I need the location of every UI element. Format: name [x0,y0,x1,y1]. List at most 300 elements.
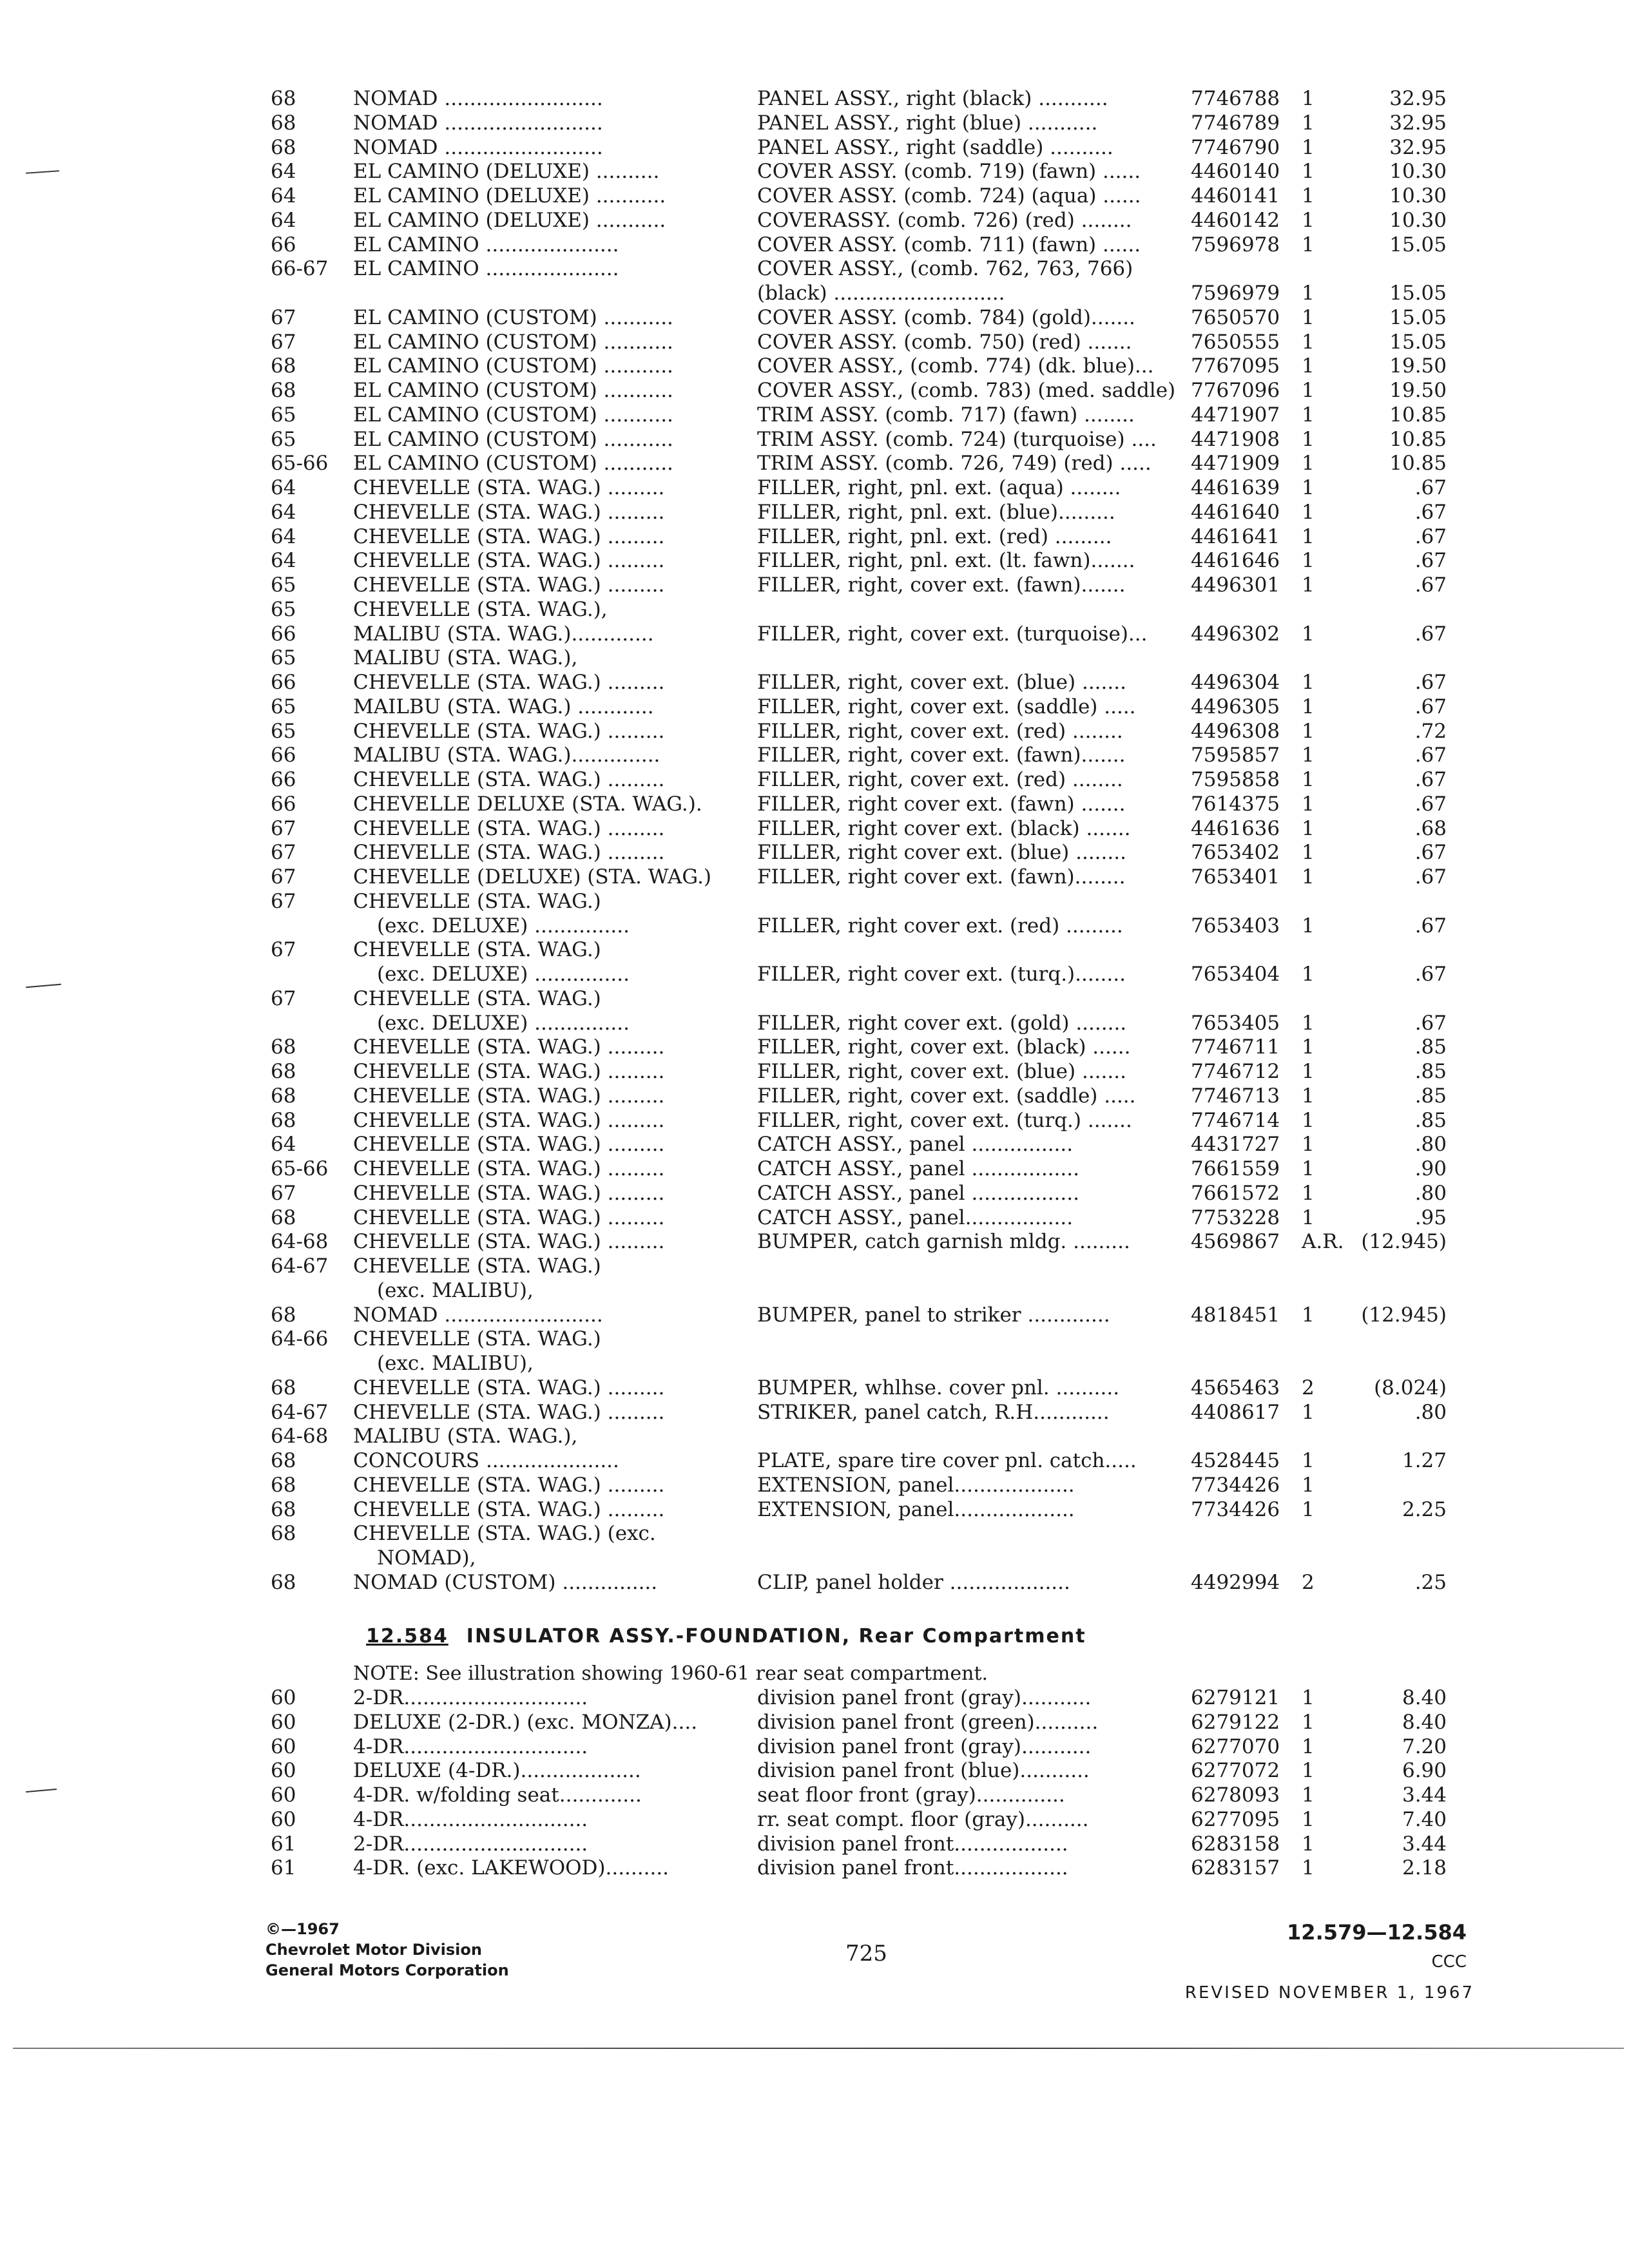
table-row [0,1084,1629,1108]
part-number-cell: 7653402 [1191,841,1280,865]
price-cell: .67 [1414,768,1447,791]
quantity-cell: 1 [1302,476,1315,499]
price-cell: 1.27 [1402,1449,1447,1472]
price-cell: .72 [1414,719,1447,743]
model-cell: EL CAMINO ..................... [353,233,619,256]
quantity-cell: 1 [1302,427,1315,451]
quantity-cell: 1 [1302,1735,1315,1758]
part-number-cell: 4460142 [1191,208,1280,232]
table-row [0,646,1629,670]
table-row [0,1686,1629,1710]
table-row [0,1254,1629,1278]
table-row [0,743,1629,767]
quantity-cell: A.R. [1302,1230,1344,1254]
quantity-cell: 1 [1302,1497,1315,1521]
price-cell: 6.90 [1402,1759,1447,1783]
quantity-cell: 1 [1302,160,1315,184]
part-number-cell: 4461639 [1191,476,1280,499]
table-row [0,1448,1629,1473]
quantity-cell: 1 [1302,1449,1315,1472]
price-cell: .80 [1414,1181,1447,1205]
part-number-cell: 4492994 [1191,1570,1280,1594]
model-cell: CHEVELLE (STA. WAG.), [353,597,608,621]
table-row [0,427,1629,452]
table-row [0,986,1629,1011]
description-cell: seat floor front (gray).............. [757,1783,1065,1807]
part-number-cell: 4461636 [1191,816,1280,840]
table-row [0,1327,1629,1351]
part-number-cell: 7653401 [1191,865,1280,889]
price-cell: 7.40 [1402,1807,1447,1831]
table-row [0,1521,1629,1546]
footer-publisher [265,1919,509,1981]
model-cell: CHEVELLE (STA. WAG.) ......... [353,1060,665,1083]
quantity-cell: 1 [1302,305,1315,329]
section-range: 12.579—12.584 [1287,1920,1467,1945]
price-cell: 8.40 [1402,1686,1447,1709]
year-cell: 64-67 [271,1254,329,1278]
quantity-cell: 1 [1302,1832,1315,1856]
table-row [0,1229,1629,1254]
table-row [0,1278,1629,1303]
part-number-cell: 4461640 [1191,500,1280,524]
part-number-cell: 4496305 [1191,695,1280,718]
description-cell: FILLER, right, pnl. ext. (red) ......... [757,524,1112,548]
part-number-cell: 7653404 [1191,963,1280,986]
table-row [0,1132,1629,1157]
quantity-cell: 1 [1302,282,1315,305]
model-cell: EL CAMINO (DELUXE) ........... [353,184,666,207]
description-cell: FILLER, right, cover ext. (turquoise)... [757,622,1148,646]
quantity-cell: 1 [1302,1400,1315,1424]
description-cell: COVER ASSY., (comb. 762, 763, 766) [757,257,1133,281]
part-number-cell: 7734426 [1191,1497,1280,1521]
model-cell: 2-DR............................. [353,1686,588,1709]
part-number-cell: 7650570 [1191,305,1280,329]
price-cell: 10.30 [1389,160,1447,184]
part-number-cell: 4408617 [1191,1400,1280,1424]
description-cell: FILLER, right, cover ext. (fawn)....... [757,573,1126,597]
table-row [0,1424,1629,1448]
part-number-cell: 7746790 [1191,135,1280,159]
year-cell: 68 [271,111,296,135]
model-cell: CONCOURS ..................... [353,1449,619,1472]
table-row [0,914,1629,938]
part-number-cell: 6277070 [1191,1735,1280,1758]
quantity-cell: 1 [1302,354,1315,378]
quantity-cell: 1 [1302,1759,1315,1783]
quantity-cell: 1 [1302,1157,1315,1180]
model-cell: CHEVELLE (STA. WAG.) ......... [353,524,665,548]
model-cell: CHEVELLE (STA. WAG.) [353,1327,601,1351]
year-cell: 68 [271,1570,296,1594]
table-row [0,1303,1629,1327]
corporation-name: General Motors Corporation [265,1961,509,1979]
year-cell: 68 [271,1497,296,1521]
table-row [0,1473,1629,1497]
quantity-cell: 1 [1302,452,1315,476]
quantity-cell: 1 [1302,1473,1315,1497]
model-cell: CHEVELLE (STA. WAG.) ......... [353,1157,665,1180]
description-cell: FILLER, right, pnl. ext. (lt. fawn)....... [757,549,1135,573]
quantity-cell: 2 [1302,1570,1315,1594]
year-cell: 67 [271,865,296,889]
price-cell: .90 [1414,1157,1447,1180]
quantity-cell: 1 [1302,841,1315,865]
description-cell: FILLER, right, cover ext. (blue) ....... [757,671,1126,694]
table-row [0,1157,1629,1181]
quantity-cell: 1 [1302,719,1315,743]
part-number-cell: 4431727 [1191,1133,1280,1157]
year-cell: 66 [271,622,296,646]
part-number-cell: 7653405 [1191,1011,1280,1035]
year-cell: 66 [271,744,296,767]
copyright: ©—1967 [265,1920,340,1938]
model-cell: EL CAMINO ..................... [353,257,619,281]
table-row [0,1783,1629,1807]
model-cell: EL CAMINO (CUSTOM) ........... [353,427,673,451]
model-cell: CHEVELLE (DELUXE) (STA. WAG.) [353,865,712,889]
part-number-cell: 7661572 [1191,1181,1280,1205]
price-cell: .67 [1414,695,1447,718]
table-row [0,937,1629,962]
model-cell: CHEVELLE (STA. WAG.) ......... [353,816,665,840]
year-cell: 64-68 [271,1230,329,1254]
table-row [0,548,1629,573]
description-cell: TRIM ASSY. (comb. 726, 749) (red) ..... [757,452,1152,476]
description-cell: COVER ASSY. (comb. 784) (gold)....... [757,305,1135,329]
description-cell: FILLER, right cover ext. (black) ....... [757,816,1131,840]
price-cell: .80 [1414,1400,1447,1424]
table-row [0,840,1629,865]
quantity-cell: 1 [1302,768,1315,791]
year-cell: 60 [271,1807,296,1831]
year-cell: 64-67 [271,1400,329,1424]
part-number-cell: 4818451 [1191,1303,1280,1327]
price-cell: 32.95 [1389,135,1447,159]
part-number-cell: 4471908 [1191,427,1280,451]
description-cell: COVER ASSY. (comb. 724) (aqua) ...... [757,184,1141,207]
part-number-cell: 4461641 [1191,524,1280,548]
year-cell: 60 [271,1686,296,1709]
model-cell: EL CAMINO (CUSTOM) ........... [353,403,673,427]
year-cell: 65 [271,597,296,621]
year-cell: 65 [271,573,296,597]
table-row [0,476,1629,500]
model-cell: NOMAD ......................... [353,1303,603,1327]
model-cell: CHEVELLE (STA. WAG.) [353,938,601,962]
year-cell: 65-66 [271,1157,329,1180]
part-number-cell: 7661559 [1191,1157,1280,1180]
description-cell: division panel front (blue)........... [757,1759,1090,1783]
description-cell: FILLER, right, cover ext. (saddle) ..... [757,695,1136,718]
model-cell: MAILBU (STA. WAG.) ............ [353,695,654,718]
part-number-cell: 4565463 [1191,1376,1280,1399]
part-number-cell: 4461646 [1191,549,1280,573]
price-cell: .85 [1414,1108,1447,1132]
quantity-cell: 1 [1302,549,1315,573]
year-cell: 67 [271,889,296,913]
division-name: Chevrolet Motor Division [265,1941,482,1959]
part-number-cell: 4460141 [1191,184,1280,207]
description-cell: PANEL ASSY., right (saddle) .......... [757,135,1113,159]
quantity-cell: 1 [1302,1181,1315,1205]
description-cell: division panel front.................. [757,1832,1068,1856]
price-cell: 15.05 [1389,305,1447,329]
price-cell: 3.44 [1402,1783,1447,1807]
quantity-cell: 1 [1302,135,1315,159]
table-row [0,1758,1629,1783]
model-cell: CHEVELLE (STA. WAG.) ......... [353,573,665,597]
year-cell: 65 [271,695,296,718]
price-cell: .67 [1414,914,1447,937]
price-cell: .67 [1414,865,1447,889]
model-cell: 4-DR............................. [353,1735,588,1758]
description-cell: CATCH ASSY., panel ................ [757,1133,1074,1157]
table-row [0,962,1629,986]
model-cell: NOMAD), [377,1546,476,1570]
description-cell: FILLER, right cover ext. (red) ......... [757,914,1123,937]
description-cell: PANEL ASSY., right (black) ........... [757,87,1108,110]
price-cell: .85 [1414,1084,1447,1108]
year-cell: 67 [271,1181,296,1205]
year-cell: 68 [271,1376,296,1399]
price-cell: 15.05 [1389,233,1447,256]
year-cell: 67 [271,816,296,840]
quantity-cell: 1 [1302,208,1315,232]
model-cell: CHEVELLE (STA. WAG.) ......... [353,549,665,573]
part-number-cell: 7746714 [1191,1108,1280,1132]
model-cell: EL CAMINO (CUSTOM) ........... [353,354,673,378]
quantity-cell: 1 [1302,1807,1315,1831]
year-cell: 64 [271,160,296,184]
year-cell: 65 [271,646,296,670]
description-cell: PLATE, spare tire cover pnl. catch..... [757,1449,1137,1472]
model-cell: MALIBU (STA. WAG.), [353,1425,578,1448]
year-cell: 66 [271,233,296,256]
model-cell: CHEVELLE (STA. WAG.) ......... [353,500,665,524]
price-cell: 10.30 [1389,184,1447,207]
model-cell: CHEVELLE (STA. WAG.) [353,986,601,1010]
part-number-cell: 6278093 [1191,1783,1280,1807]
year-cell: 66 [271,792,296,816]
model-cell: NOMAD ......................... [353,87,603,110]
year-cell: 64 [271,524,296,548]
year-cell: 68 [271,1449,296,1472]
table-row [0,354,1629,378]
year-cell: 61 [271,1832,296,1856]
quantity-cell: 1 [1302,1710,1315,1734]
part-number-cell: 7596978 [1191,233,1280,256]
part-number-cell: 6277095 [1191,1807,1280,1831]
description-cell: division panel front (green).......... [757,1710,1099,1734]
quantity-cell: 1 [1302,1856,1315,1880]
table-row [0,378,1629,403]
description-cell: STRIKER, panel catch, R.H............ [757,1400,1110,1424]
description-cell: COVER ASSY. (comb. 711) (fawn) ...... [757,233,1141,256]
year-cell: 65-66 [271,452,329,476]
table-row [0,184,1629,208]
description-cell: division panel front (gray)........... [757,1686,1092,1709]
model-cell: EL CAMINO (CUSTOM) ........... [353,379,673,402]
price-cell: (12.945) [1361,1303,1447,1327]
year-cell: 66-67 [271,257,329,281]
year-cell: 68 [271,135,296,159]
table-row [0,1059,1629,1084]
year-cell: 68 [271,1522,296,1546]
table-row [0,1181,1629,1206]
part-number-cell: 7595857 [1191,744,1280,767]
description-cell: EXTENSION, panel................... [757,1473,1075,1497]
price-cell: (8.024) [1374,1376,1447,1399]
table-row [0,1035,1629,1059]
quantity-cell: 1 [1302,1206,1315,1229]
price-cell: .85 [1414,1060,1447,1083]
table-row [0,1856,1629,1880]
model-cell: CHEVELLE (STA. WAG.) ......... [353,1376,665,1399]
part-number-cell: 7746789 [1191,111,1280,135]
model-cell: (exc. DELUXE) ............... [377,914,630,937]
bottom-rule [13,2048,1624,2049]
price-cell: .67 [1414,476,1447,499]
part-number-cell: 6279122 [1191,1710,1280,1734]
quantity-cell: 1 [1302,1035,1315,1059]
quantity-cell: 2 [1302,1376,1315,1399]
price-cell: 32.95 [1389,87,1447,110]
quantity-cell: 1 [1302,184,1315,207]
catalog-code: CCC [1431,1952,1467,1972]
quantity-cell: 1 [1302,1011,1315,1035]
model-cell: CHEVELLE (STA. WAG.) ......... [353,1035,665,1059]
model-cell: (exc. MALIBU), [377,1278,534,1302]
year-cell: 60 [271,1783,296,1807]
year-cell: 68 [271,354,296,378]
year-cell: 68 [271,1473,296,1497]
model-cell: CHEVELLE (STA. WAG.) ......... [353,671,665,694]
description-cell: FILLER, right, cover ext. (turq.) ....... [757,1108,1132,1132]
year-cell: 67 [271,305,296,329]
description-cell: TRIM ASSY. (comb. 724) (turquoise) .... [757,427,1157,451]
part-number-cell: 4471907 [1191,403,1280,427]
price-cell: 19.50 [1389,379,1447,402]
price-cell: .67 [1414,622,1447,646]
part-number-cell: 7767096 [1191,379,1280,402]
table-row [0,1376,1629,1400]
year-cell: 68 [271,379,296,402]
price-cell: .67 [1414,549,1447,573]
year-cell: 64 [271,1133,296,1157]
table-row [0,500,1629,524]
model-cell: DELUXE (4-DR.)................... [353,1759,641,1783]
table-row [0,524,1629,549]
quantity-cell: 1 [1302,1084,1315,1108]
model-cell: CHEVELLE (STA. WAG.) [353,889,601,913]
description-cell: FILLER, right, cover ext. (red) ........ [757,719,1123,743]
table-row [0,1206,1629,1230]
quantity-cell: 1 [1302,671,1315,694]
model-cell: CHEVELLE (STA. WAG.) ......... [353,1497,665,1521]
model-cell: EL CAMINO (DELUXE) .......... [353,160,660,184]
year-cell: 65 [271,427,296,451]
model-cell: MALIBU (STA. WAG.), [353,646,578,670]
part-number-cell: 7653403 [1191,914,1280,937]
table-row [0,573,1629,597]
model-cell: CHEVELLE (STA. WAG.) ......... [353,476,665,499]
year-cell: 67 [271,986,296,1010]
price-cell: 10.30 [1389,208,1447,232]
table-row [0,597,1629,622]
quantity-cell: 1 [1302,816,1315,840]
year-cell: 64-68 [271,1425,329,1448]
model-cell: CHEVELLE (STA. WAG.) ......... [353,1400,665,1424]
model-cell: (exc. DELUXE) ............... [377,1011,630,1035]
table-row [0,622,1629,646]
model-cell: CHEVELLE (STA. WAG.) ......... [353,719,665,743]
price-cell: 10.85 [1389,427,1447,451]
part-number-cell: 7650555 [1191,330,1280,354]
price-cell: .67 [1414,841,1447,865]
price-cell: 19.50 [1389,354,1447,378]
description-cell: FILLER, right, cover ext. (blue) ....... [757,1060,1126,1083]
part-number-cell: 4496301 [1191,573,1280,597]
model-cell: CHEVELLE DELUXE (STA. WAG.). [353,792,702,816]
model-cell: CHEVELLE (STA. WAG.) ......... [353,1108,665,1132]
model-cell: 4-DR. (exc. LAKEWOOD).......... [353,1856,670,1880]
model-cell: CHEVELLE (STA. WAG.) ......... [353,1473,665,1497]
table-row [0,111,1629,135]
description-cell: COVER ASSY., (comb. 774) (dk. blue)... [757,354,1154,378]
year-cell: 68 [271,1206,296,1229]
table-row [0,865,1629,889]
model-cell: CHEVELLE (STA. WAG.) ......... [353,1230,665,1254]
price-cell: 2.18 [1402,1856,1447,1880]
model-cell: 4-DR. w/folding seat............. [353,1783,642,1807]
description-cell: FILLER, right cover ext. (fawn) ....... [757,792,1126,816]
part-number-cell: 7746711 [1191,1035,1280,1059]
year-cell: 64 [271,476,296,499]
table-row [0,1011,1629,1035]
part-number-cell: 4460140 [1191,160,1280,184]
table-row [0,1570,1629,1595]
quantity-cell: 1 [1302,1783,1315,1807]
year-cell: 64 [271,184,296,207]
price-cell: .67 [1414,524,1447,548]
year-cell: 68 [271,1035,296,1059]
part-number-cell: 7753228 [1191,1206,1280,1229]
model-cell: MALIBU (STA. WAG.).............. [353,744,660,767]
part-number-cell: 7595858 [1191,768,1280,791]
part-number-cell: 6283157 [1191,1856,1280,1880]
section-title: INSULATOR ASSY.-FOUNDATION, Rear Compartment [466,1625,1086,1648]
description-cell: PANEL ASSY., right (blue) ........... [757,111,1098,135]
quantity-cell: 1 [1302,403,1315,427]
price-cell: .85 [1414,1035,1447,1059]
section-heading [366,1625,1086,1648]
year-cell: 68 [271,1303,296,1327]
model-cell: MALIBU (STA. WAG.)............. [353,622,654,646]
description-cell: BUMPER, catch garnish mldg. ......... [757,1230,1130,1254]
table-row [0,1546,1629,1570]
table-row [0,670,1629,695]
table-row [0,86,1629,111]
description-cell: FILLER, right, pnl. ext. (aqua) ........ [757,476,1121,499]
table-row [0,816,1629,841]
quantity-cell: 1 [1302,379,1315,402]
model-cell: CHEVELLE (STA. WAG.) ......... [353,768,665,791]
part-number-cell: 4496308 [1191,719,1280,743]
description-cell: CATCH ASSY., panel ................. [757,1181,1079,1205]
year-cell: 64 [271,549,296,573]
